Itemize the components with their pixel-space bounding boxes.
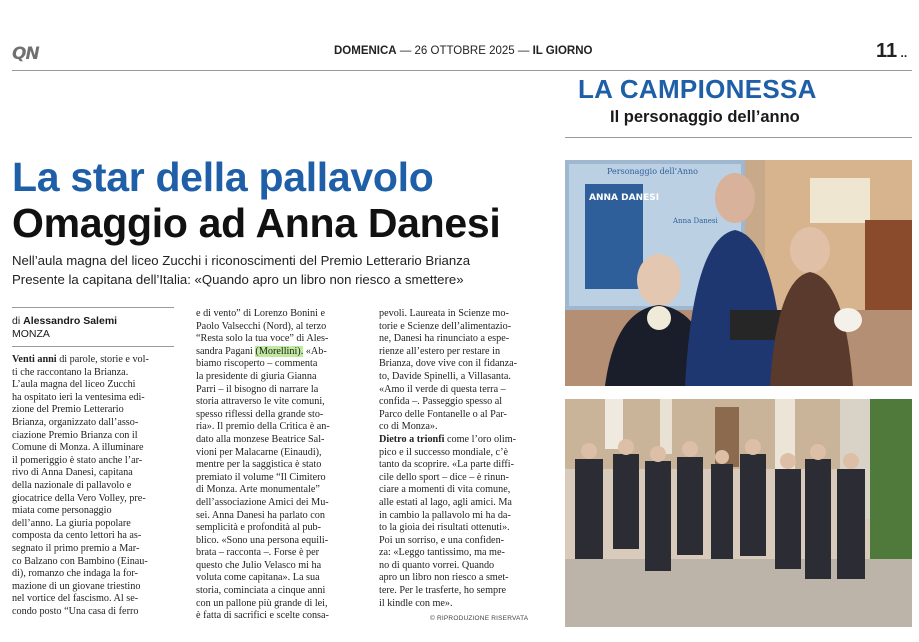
section-title: LA CAMPIONESSA xyxy=(578,74,817,104)
col2-line: vioni per Malacarne (Einaudi), xyxy=(196,446,322,458)
col1-line: ciazione Premio Brianza con il xyxy=(12,429,138,441)
dateline-paper: IL GIORNO xyxy=(532,45,593,57)
lead-in: Venti anni xyxy=(12,354,57,365)
col2-line: Paolo Valsecchi (Nord), al terzo xyxy=(196,320,327,332)
dateline-sep: — xyxy=(399,45,415,57)
col2-line: “Resta solo la tua voce” di Ales- xyxy=(196,333,329,345)
col2-line: semplicità e profondità al pub- xyxy=(196,522,322,534)
col3-line: «Amo il verde di questa terra – xyxy=(379,383,506,395)
col3-line: tanto da scoprire. «La parte diffi- xyxy=(379,459,515,471)
col1-line: Brianza, organizzato dall’asso- xyxy=(12,416,139,428)
col3-line: za: «Leggo tantissimo, ma me- xyxy=(379,547,505,559)
col3-line: to, Davide Spinelli, a Villasanta. xyxy=(379,370,511,382)
col1-line: di), romanzo che indaga la for- xyxy=(12,568,138,580)
col2-after-highlight: «Ab- xyxy=(303,345,327,357)
col1-line: nel vortice del fascismo. Al se- xyxy=(12,593,139,605)
col2-line: mentre per la saggistica è stato xyxy=(196,459,322,471)
col3-line: co di Monza». xyxy=(379,421,438,433)
col1-line: rivo di Anna Danesi, capitana xyxy=(12,467,133,479)
col2-line: spesso riflessi della grande sto- xyxy=(196,408,324,420)
col3-line: in cambio la pallavolo mi ha da- xyxy=(379,509,511,521)
col2-line: storia attraverso le vite comuni, xyxy=(196,396,325,408)
header-rule xyxy=(12,70,912,71)
col1-line: ha ospitato ieri la ventesima edi- xyxy=(12,391,145,403)
col2-line: la presidente di giuria Gianna xyxy=(196,370,317,382)
copyright-notice: © RIPRODUZIONE RISERVATA xyxy=(430,615,529,622)
col2-line: voluta come capitana». La sua xyxy=(196,572,320,584)
col2-line: ria». Il premio della Critica è an- xyxy=(196,421,330,433)
col2-line: blico. «Sono una persona equili- xyxy=(196,534,329,546)
deck-line-2: Presente la capitana dell’Italia: «Quando apro un libro non riesco a smettere» xyxy=(12,272,464,287)
dateline-date: 26 OTTOBRE 2025 xyxy=(414,45,515,57)
section-subtitle: Il personaggio dell’anno xyxy=(610,108,800,126)
byline-rule xyxy=(12,307,174,308)
photo-award-ceremony xyxy=(565,160,912,386)
deck-line-1: Nell’aula magna del liceo Zucchi i riconoscimenti del Premio Letterario Brianza xyxy=(12,253,471,268)
col1-line: co Balzano con Bambino (Einau- xyxy=(12,555,148,567)
article-column-3 xyxy=(379,308,551,610)
col1-line: miata come personaggio xyxy=(12,505,112,517)
subhead-lead-in: Dietro a trionfi xyxy=(379,433,445,445)
byline-rule-bottom xyxy=(12,346,174,347)
col1-line: il pomeriggio è stato anche l’ar- xyxy=(12,454,143,466)
col2-line: dato alla monzese Beatrice Sal- xyxy=(196,433,325,445)
col3-line: rienze all’estero per restare in xyxy=(379,345,501,357)
col3-line: ciare a momenti di vita comune, xyxy=(379,484,511,496)
col2-line: biamo riscoperto – commenta xyxy=(196,358,318,370)
photo-award-ceremony-illustration xyxy=(565,160,912,386)
col3-line: to la gioia dei risultati ottenuti». xyxy=(379,522,510,534)
col1-line: mazione di un giovane triestino xyxy=(12,580,141,592)
headline-main: Omaggio ad Anna Danesi xyxy=(12,200,501,246)
dateline-day: DOMENICA xyxy=(334,45,397,57)
col1-line: della nazionale di pallavolo e xyxy=(12,479,132,491)
col2-line-pre-highlight: sandra Pagani xyxy=(196,345,256,357)
article-column-1 xyxy=(12,354,174,618)
col3-line: apro un libro non riesco a smet- xyxy=(379,572,509,584)
poster-title: ANNA DANESI xyxy=(589,193,660,203)
author-name: Alessandro Salemi xyxy=(23,315,118,327)
poster-heading: Personaggio dell’Anno xyxy=(607,167,698,176)
poster-name: Anna Danesi xyxy=(673,217,718,225)
lead-in-rest: di parole, storie e vol- xyxy=(56,354,149,365)
col1-line: dell’anno. La giuria popolare xyxy=(12,517,131,529)
col3-line: il kindle con me». xyxy=(379,597,453,609)
col3-line: alle estati al lago, agli amici. Ma xyxy=(379,496,512,508)
col3-line: no di quanto vorrei. Quando xyxy=(379,559,495,571)
col1-line: zione del Premio Letterario xyxy=(12,404,124,416)
col1-line: condo posto “Una casa di ferro xyxy=(12,605,139,617)
col1-line: giocatrice della Vero Volley, pre- xyxy=(12,492,146,504)
col2-line: brata – racconta –. Forse è per xyxy=(196,547,320,559)
photo-group-portrait-illustration xyxy=(565,399,912,627)
col2-line: premiato il volume “Il Cimitero xyxy=(196,471,326,483)
byline-location: MONZA xyxy=(12,328,50,340)
col3-line: Brianza, dove vive con il fidanza- xyxy=(379,358,518,370)
headline-kicker: La star della pallavolo xyxy=(12,154,434,200)
col1-line: composta da cento lettori ha as- xyxy=(12,530,142,542)
col2-line: Parri – il bisogno di narrare la xyxy=(196,383,319,395)
section-rule xyxy=(565,137,912,138)
col3-line: tere. Per le trasferte, ho sempre xyxy=(379,585,507,597)
col3-line: ne, Danesi ha rinunciato a espe- xyxy=(379,333,510,345)
col2-line: di Monza. Arte monumentale” xyxy=(196,484,320,496)
dateline xyxy=(334,45,592,57)
col2-line: dell’associazione Amici dei Mu- xyxy=(196,496,329,508)
col3-line: cile dello sport – dice – è rinun- xyxy=(379,471,509,483)
col2-line: sei. Anna Danesi ha parlato con xyxy=(196,509,325,521)
highlighted-publisher: (Morellini). xyxy=(255,345,304,357)
byline xyxy=(12,315,117,341)
col1-line: ti che raccontano la Brianza. xyxy=(12,366,129,378)
col1-line: segnato il primo premio a Mar- xyxy=(12,542,140,554)
col2-line: e di vento” di Lorenzo Bonini e xyxy=(196,308,326,319)
col3-line: torie e Scienze dell’alimentazio- xyxy=(379,320,512,332)
col2-line: è fatta di sacrifici e scelte consa- xyxy=(196,610,329,622)
col3-line: Parco delle Fontanelle o al Par- xyxy=(379,408,507,420)
col2-line: questo che Julio Velasco mi ha xyxy=(196,559,322,571)
col1-line: Comune di Monza. A illuminare xyxy=(12,442,144,454)
col3-line: pevoli. Laureata in Scienze mo- xyxy=(379,308,509,319)
subhead-lead-rest: come l’oro olim- xyxy=(444,433,517,445)
col1-line: L’aula magna del liceo Zucchi xyxy=(12,379,136,391)
photo-group-portrait xyxy=(565,399,912,627)
col2-line: storia, cominciata a cinque anni xyxy=(196,585,326,597)
col2-line: con un pallone più grande di lei, xyxy=(196,597,328,609)
col3-line: pico e il successo mondiale, c’è xyxy=(379,446,508,458)
dateline-sep: — xyxy=(517,45,533,57)
article-column-2 xyxy=(196,308,366,623)
col3-line: Poi un sorriso, e una confiden- xyxy=(379,534,505,546)
page-number: 11 .. xyxy=(876,40,908,62)
page-dots: .. xyxy=(897,46,908,60)
newspaper-logo: QN xyxy=(12,44,39,64)
byline-prefix: di xyxy=(12,315,21,327)
col3-line: confida –. Passeggio spesso al xyxy=(379,396,503,408)
